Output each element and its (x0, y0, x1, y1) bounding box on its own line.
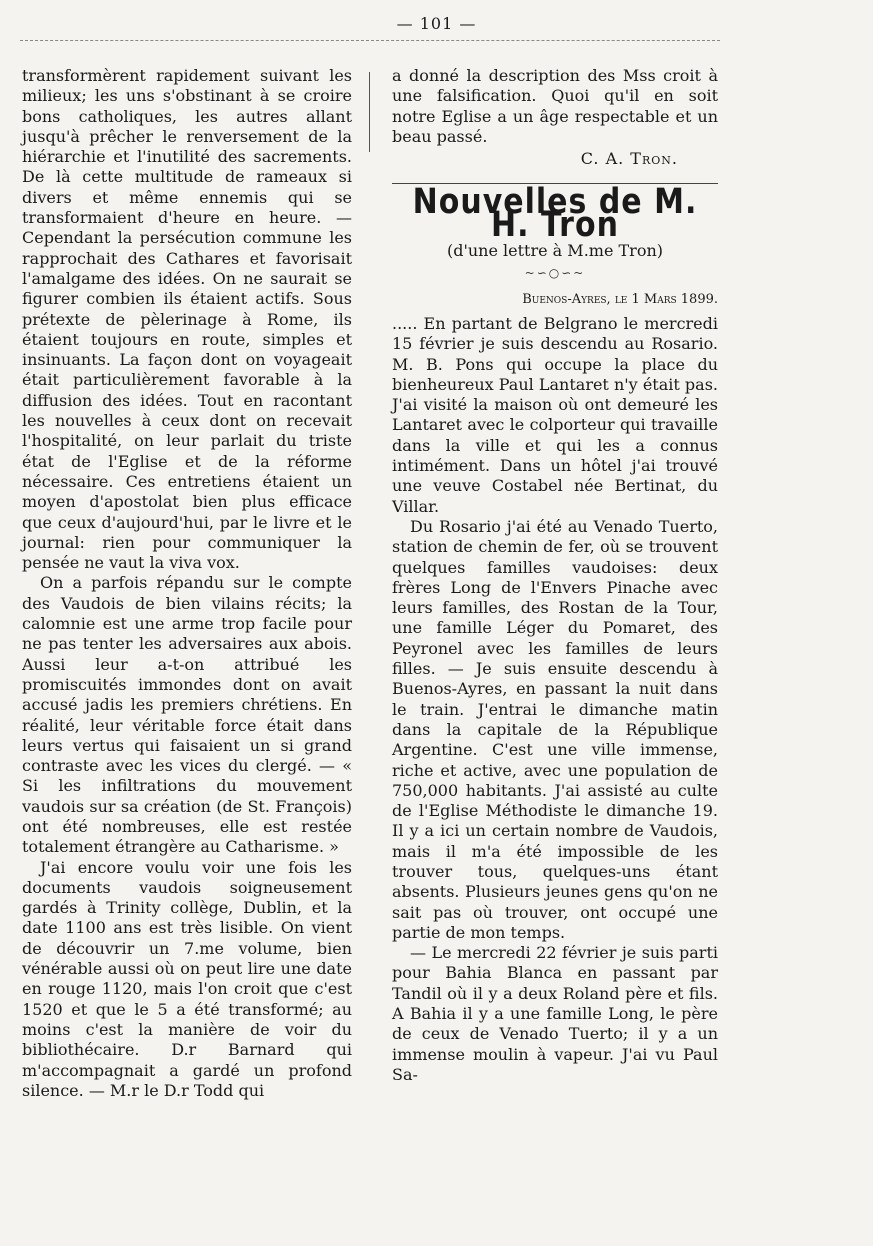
article-subtitle: (d'une lettre à M.me Tron) (446, 241, 663, 261)
right-column (392, 66, 718, 1085)
dateline: Buenos-Ayres, le 1 Mars 1899. (522, 291, 718, 307)
page-number: — 101 — (396, 14, 477, 33)
left-paragraph-2: On a parfois répandu sur le compte des Vaudois de bien vilains récits; la calomnie est une arme trop facile pour ne pas tenter les adversaires aux abois. Aussi leur a-t-on attribué les promiscuités immondes dont on avait accusé jadis les premiers chrétiens. En réalité, leur véritable force était dans leurs vertus qui faisaient un si grand contraste avec les vices du clergé. — « Si les infiltrations du mouvement vaudois sur sa création (de St. François) ont été nombreuses, elle est restée totalement étrangère au Catharisme. » (22, 573, 352, 857)
signature: C. A. Tron. (580, 149, 678, 169)
article-paragraph-2: Du Rosario j'ai été au Venado Tuerto, station de chemin de fer, où se trouvent quelques familles vaudoises: deux frères Long de l'Envers Pinache avec leurs familles, des Rostan de la Tour, une famille Léger du Pomaret, des Peyronel avec les familles de leurs filles. — Je suis ensuite descendu à Buenos-Ayres, en passant la nuit dans le train. J'entrai le dimanche matin dans la capitale de la République Argentine. C'est une ville immense, riche et active, avec une population de 750,000 habitants. J'ai assisté au culte de l'Eglise Méthodiste le dimanche 19. Il y a ici un certain nombre de Vaudois, mais il m'a été impossible de les trouver tous, quelques-uns étant absents. Plusieurs jeunes gens qu'on ne sait pas où trouver, ont occupé une partie de mon temps. (392, 516, 718, 942)
article-paragraph-1: ..... En partant de Belgrano le mercredi 15 février je suis descendu au Rosario. M. B. Pons qui occupe la place du bienheureux Paul Lantaret n'y était pas. J'ai visité la maison où ont demeuré les Lantaret avec le colporteur qui travaille dans la ville et qui les a connus intimément. Dans un hôtel j'ai trouvé une veuve Costabel née Bertinat, du Villar. (392, 313, 718, 516)
left-paragraph-3: J'ai encore voulu voir une fois les documents vaudois soigneusement gardés à Trinity collège, Dublin, et la date 1100 ans est très lisible. On vient de découvrir un 7.me volume, bien vénérable aussi où on peut lire une date en rouge 1120, mais l'on croit que c'est 1520 et que le 5 a été transformé; au moins c'est la manière de voir du bibliothécaire. D.r Barnard qui m'accompagnait a gardé un profond silence. — M.r le D.r Todd qui (22, 857, 352, 1100)
header-rule (20, 40, 720, 41)
ornament: ~∽○∽~ (524, 266, 586, 281)
left-column (22, 66, 352, 1101)
article-paragraph-3: — Le mercredi 22 février je suis parti pour Bahia Blanca en passant par Tandil où il y a deux Roland père et fils. A Bahia il y a une famille Long, le père de ceux de Venado Tuerto; il y a un immense moulin à vapeur. J'ai vu Paul Sa- (392, 943, 718, 1084)
article-title: Nouvelles de M. H. Tron (412, 182, 698, 246)
left-paragraph-1: transformèrent rapidement suivant les milieux; les uns s'obstinant à se croire bons catholiques, les autres allant jusqu'à prêcher le renversement de la hiérarchie et l'inutilité des sacrements. De là cette multitude de rameaux si divers et même ennemis qui se transformaient d'heure en heure. — Cependant la persécution commune les rapprochait des Cathares et favorisait l'amalgame des idées. On ne saurait se figurer combien ils étaient actifs. Sous prétexte de pèlerinage à Rome, ils étaient toujours en route, simples et insinuants. La façon dont on voyageait était particulièrement favorable à la diffusion des idées. Tout en racontant les nouvelles à ceux dont on recevait l'hospitalité, on leur parlait du triste état de l'Eglise et de la réforme nécessaire. Ces entretiens étaient un moyen d'apostolat bien plus efficace que ceux d'aujourd'hui, par le livre et le journal: rien pour communiquer la pensée ne vaut la viva vox. (22, 66, 352, 573)
right-intro-paragraph: a donné la description des Mss croit à une falsification. Quoi qu'il en soit notre Eglise a un âge respectable et un beau passé. (392, 66, 718, 146)
column-divider (369, 72, 370, 152)
